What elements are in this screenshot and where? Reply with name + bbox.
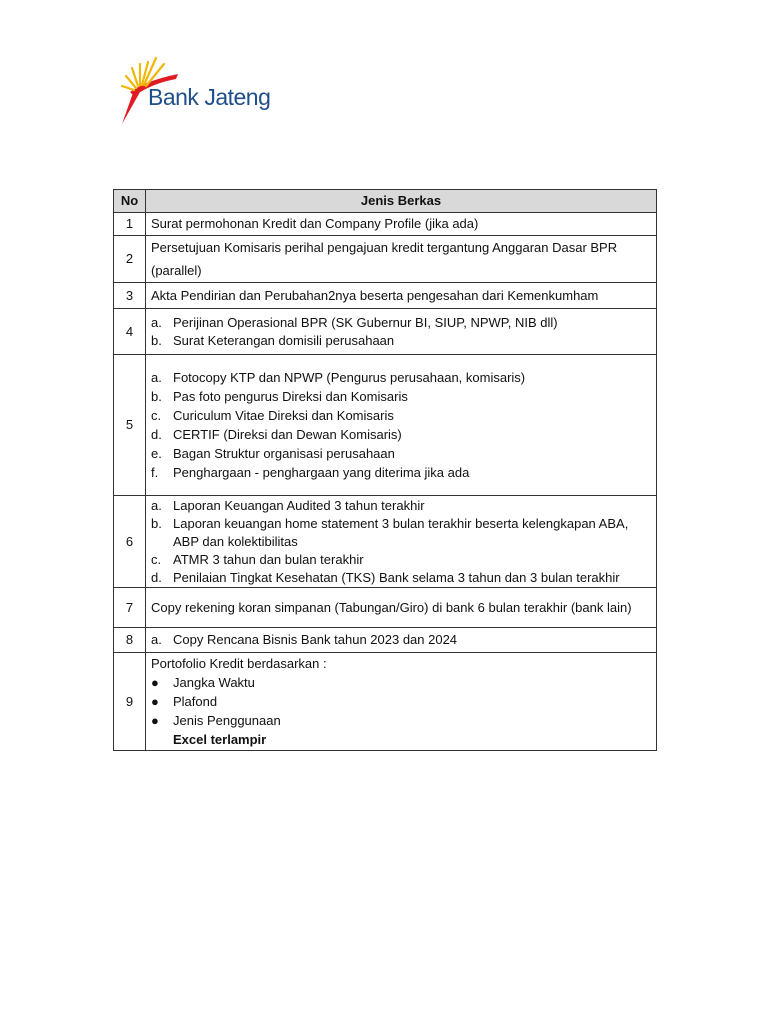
list-marker: a.	[151, 632, 162, 647]
header-jenis-berkas: Jenis Berkas	[146, 190, 657, 213]
row-text: Copy rekening koran simpanan (Tabungan/Giro) di bank 6 bulan terakhir (bank lain)	[146, 588, 657, 628]
bank-jateng-logo	[120, 52, 270, 128]
list-item	[151, 631, 651, 649]
table-row	[114, 213, 657, 236]
row-number: 2	[114, 236, 146, 283]
table-row	[114, 309, 657, 355]
list-marker: b.	[151, 515, 162, 531]
list-item-text: Surat Keterangan domisili perusahaan	[173, 332, 395, 348]
list-item-text: Laporan keuangan home statement 3 bulan terakhir beserta kelengkapan ABA, ABP dan kolektibilitas	[173, 515, 629, 549]
list-item	[151, 444, 651, 463]
list-marker: d.	[151, 427, 162, 442]
bullet-icon: ●	[151, 713, 159, 728]
list-marker: b.	[151, 389, 162, 404]
list-item	[151, 463, 651, 482]
bullet-item-text: Jangka Waktu	[173, 675, 255, 690]
list-marker: c.	[151, 551, 162, 567]
list-item-text: Pas foto pengurus Direksi dan Komisaris	[173, 389, 408, 404]
document-checklist-table	[113, 189, 657, 751]
header-no: No	[114, 190, 146, 213]
list-marker: a.	[151, 370, 162, 385]
row-list	[146, 309, 657, 355]
bullet-icon: ●	[151, 694, 159, 709]
row-list	[146, 355, 657, 496]
row-number: 4	[114, 309, 146, 355]
row-list	[146, 653, 657, 751]
bullet-item	[151, 692, 651, 711]
list-marker: c.	[151, 408, 162, 423]
list-marker: a.	[151, 314, 162, 330]
list-item	[151, 368, 651, 387]
list-marker: d.	[151, 569, 162, 585]
bullet-icon: ●	[151, 675, 159, 690]
list-item-text: Perijinan Operasional BPR (SK Gubernur BI, SIUP, NPWP, NIB dll)	[173, 314, 558, 330]
list-marker: e.	[151, 446, 162, 461]
row-list	[146, 496, 657, 588]
table-row	[114, 236, 657, 283]
list-item	[151, 569, 651, 587]
row-number: 7	[114, 588, 146, 628]
row-number: 3	[114, 283, 146, 309]
logo-text: Bank Jateng	[148, 84, 271, 110]
list-item-text: ATMR 3 tahun dan bulan terakhir	[173, 551, 364, 567]
list-item	[151, 314, 651, 332]
bullet-item-text: Plafond	[173, 694, 218, 709]
bullet-item	[151, 711, 651, 730]
table-row	[114, 588, 657, 628]
portfolio-intro: Portofolio Kredit berdasarkan :	[151, 656, 327, 671]
row-text: Persetujuan Komisaris perihal pengajuan kredit tergantung Anggaran Dasar BPR (parallel)	[146, 236, 657, 283]
row-number: 1	[114, 213, 146, 236]
bullet-item-text: Jenis Penggunaan	[173, 713, 281, 728]
logo-red-swoosh	[122, 90, 140, 124]
list-marker: a.	[151, 497, 162, 513]
list-item	[151, 387, 651, 406]
table-row	[114, 283, 657, 309]
row-text: Akta Pendirian dan Perubahan2nya beserta pengesahan dari Kemenkumham	[146, 283, 657, 309]
list-item	[151, 497, 651, 515]
table-header-row	[114, 190, 657, 213]
row-text: Surat permohonan Kredit dan Company Profile (jika ada)	[146, 213, 657, 236]
table-row	[114, 496, 657, 588]
row-number: 6	[114, 496, 146, 588]
list-item	[151, 551, 651, 569]
table-row	[114, 628, 657, 653]
table-row	[114, 355, 657, 496]
list-item-text: Penghargaan - penghargaan yang diterima jika ada	[173, 465, 470, 480]
list-item-text: Penilaian Tingkat Kesehatan (TKS) Bank selama 3 tahun dan 3 bulan terakhir	[173, 569, 620, 585]
row-number: 8	[114, 628, 146, 653]
list-item	[151, 406, 651, 425]
list-item-text: Fotocopy KTP dan NPWP (Pengurus perusahaan, komisaris)	[173, 370, 526, 385]
bullet-item	[151, 673, 651, 692]
list-marker: f.	[151, 465, 159, 480]
excel-note: Excel terlampir	[173, 732, 267, 747]
list-item-text: Curiculum Vitae Direksi dan Komisaris	[173, 408, 394, 423]
list-marker: b.	[151, 332, 162, 348]
list-item-text: Bagan Struktur organisasi perusahaan	[173, 446, 395, 461]
table-row	[114, 653, 657, 751]
row-list	[146, 628, 657, 653]
list-item	[151, 332, 651, 350]
list-item-text: Copy Rencana Bisnis Bank tahun 2023 dan 2024	[173, 632, 458, 647]
row-number: 5	[114, 355, 146, 496]
list-item-text: Laporan Keuangan Audited 3 tahun terakhir	[173, 497, 425, 513]
list-item	[151, 425, 651, 444]
list-item-text: CERTIF (Direksi dan Dewan Komisaris)	[173, 427, 402, 442]
list-item	[151, 515, 651, 551]
row-number: 9	[114, 653, 146, 751]
